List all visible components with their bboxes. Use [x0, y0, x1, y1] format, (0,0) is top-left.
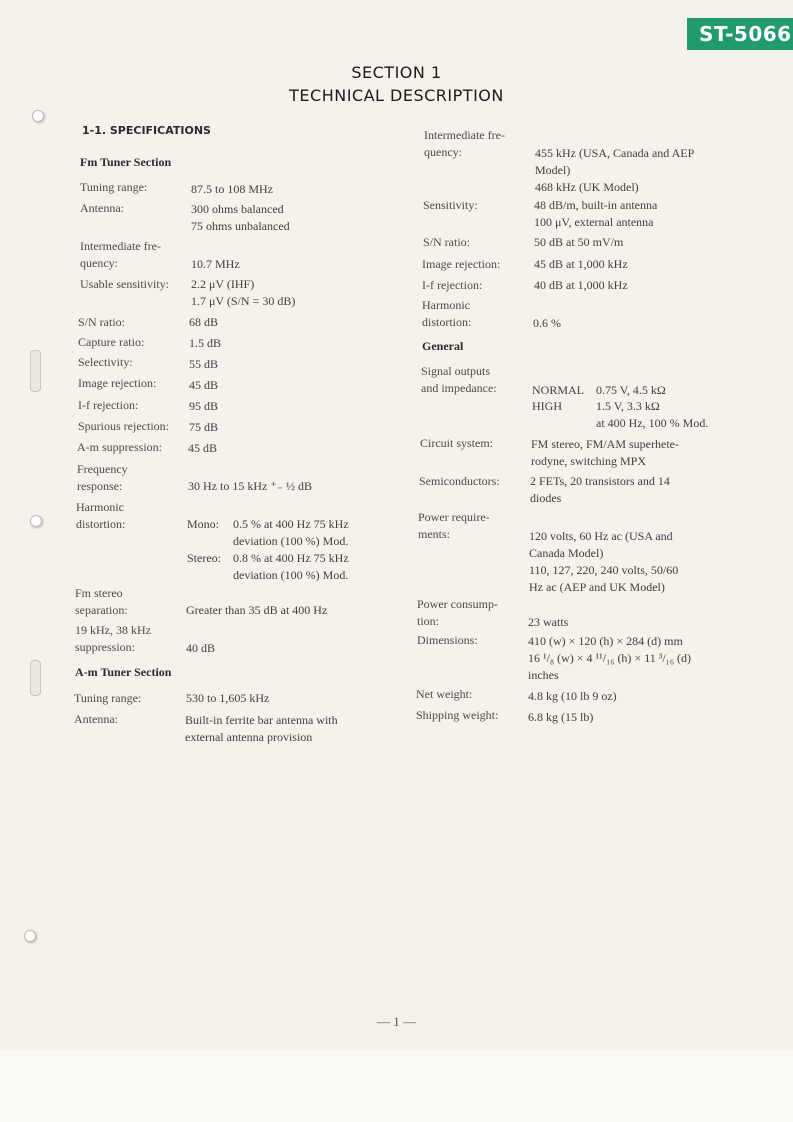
spec-value: 40 dB: [186, 641, 216, 655]
punch-hole: [32, 110, 44, 122]
section-number: SECTION 1: [351, 63, 442, 82]
page-number: — 1 —: [377, 1014, 416, 1029]
spec-label: Antenna:: [74, 712, 118, 726]
section-title: TECHNICAL DESCRIPTION: [289, 86, 504, 105]
spec-label: Tuning range:: [80, 180, 148, 194]
spec-label: Fm stereo separation:: [75, 586, 128, 617]
spec-label: I-f rejection:: [78, 398, 139, 412]
spec-value: 50 dB at 50 mV/m: [534, 235, 624, 249]
spec-label: Image rejection:: [422, 257, 501, 271]
page-bottom-margin: [0, 1050, 793, 1122]
spec-value: FM stereo, FM/AM superhete- rodyne, switching MPX: [531, 437, 679, 468]
spec-label: Semiconductors:: [419, 474, 500, 488]
spec-sublabel: Stereo:: [187, 551, 221, 565]
spec-label: Harmonic distortion:: [76, 500, 126, 531]
spec-value: 95 dB: [189, 399, 219, 413]
spec-value: 87.5 to 108 MHz: [191, 182, 273, 196]
binder-mark: [30, 350, 41, 392]
spec-value: 1.5 V, 3.3 kΩ at 400 Hz, 100 % Mod.: [596, 399, 709, 430]
model-number-tab: ST-5066: [687, 18, 793, 50]
spec-value: 6.8 kg (15 lb): [528, 710, 594, 724]
spec-sublabel: Mono:: [187, 517, 220, 531]
spec-value: 0.6 %: [533, 316, 561, 330]
spec-value: 4.8 kg (10 lb 9 oz): [528, 689, 617, 703]
spec-value: 455 kHz (USA, Canada and AEP Model) 468 kHz (UK Model): [535, 146, 695, 194]
spec-sublabel: NORMAL: [532, 383, 585, 397]
spec-label: I-f rejection:: [422, 278, 483, 292]
spec-value: 530 to 1,605 kHz: [186, 691, 270, 705]
spec-value: 300 ohms balanced 75 ohms unbalanced: [191, 202, 290, 233]
spec-label: Harmonic distortion:: [422, 298, 472, 329]
spec-value: 2 FETs, 20 transistors and 14 diodes: [530, 474, 670, 505]
spec-value: 45 dB: [188, 441, 218, 455]
spec-label: 19 kHz, 38 kHz suppression:: [75, 623, 151, 654]
spec-value: 0.8 % at 400 Hz 75 kHz deviation (100 %) Mod.: [233, 551, 349, 582]
fm-section-heading: Fm Tuner Section: [80, 155, 172, 169]
spec-value: 55 dB: [189, 357, 219, 371]
spec-value: 1.5 dB: [189, 336, 222, 350]
spec-value: 40 dB at 1,000 kHz: [534, 278, 628, 292]
spec-value: 23 watts: [528, 615, 569, 629]
spec-value: 410 (w) × 120 (h) × 284 (d) mm 16 ¹/₈ (w) × 4 ¹¹/₁₆ (h) × 11 ³/₁₆ (d) inches: [528, 634, 692, 682]
spec-value: 45 dB: [189, 378, 219, 392]
spec-label: Shipping weight:: [416, 708, 499, 722]
spec-label: Power consump- tion:: [417, 597, 498, 628]
spec-value: Built-in ferrite bar antenna with external antenna provision: [185, 713, 338, 744]
spec-value: 10.7 MHz: [191, 257, 240, 271]
spec-value: 2.2 μV (IHF) 1.7 μV (S/N = 30 dB): [191, 277, 296, 308]
spec-label: S/N ratio:: [78, 315, 125, 329]
spec-label: Sensitivity:: [423, 198, 478, 212]
spec-label: Image rejection:: [78, 376, 157, 390]
spec-label: Intermediate fre- quency:: [80, 239, 161, 270]
am-section-heading: A-m Tuner Section: [75, 665, 172, 679]
spec-label: Antenna:: [80, 201, 124, 215]
spec-value: Greater than 35 dB at 400 Hz: [186, 603, 328, 617]
spec-value: 45 dB at 1,000 kHz: [534, 257, 628, 271]
spec-label: Selectivity:: [78, 355, 133, 369]
spec-value: 120 volts, 60 Hz ac (USA and Canada Model) 110, 127, 220, 240 volts, 50/60 Hz ac (AEP and UK Model): [529, 529, 679, 594]
spec-label: Capture ratio:: [78, 335, 145, 349]
spec-value: 48 dB/m, built-in antenna 100 μV, external antenna: [534, 198, 658, 229]
spec-label: Power require- ments:: [418, 510, 490, 541]
spec-label: Intermediate fre- quency:: [424, 128, 505, 159]
spec-value: 68 dB: [189, 315, 219, 329]
specifications-title: 1-1. SPECIFICATIONS: [82, 124, 211, 137]
spec-value: 0.5 % at 400 Hz 75 kHz deviation (100 %) Mod.: [233, 517, 349, 548]
spec-label: Frequency response:: [77, 462, 128, 493]
spec-value: 30 Hz to 15 kHz ⁺₋ ½ dB: [188, 479, 312, 493]
spec-sublabel: HIGH: [532, 399, 562, 413]
spec-label: Circuit system:: [420, 436, 493, 450]
spec-label: Signal outputs and impedance:: [421, 364, 497, 395]
spec-label: Dimensions:: [417, 633, 478, 647]
punch-hole: [24, 930, 36, 942]
spec-label: A-m suppression:: [77, 440, 162, 454]
spec-value: 0.75 V, 4.5 kΩ: [596, 383, 666, 397]
spec-value: 75 dB: [189, 420, 219, 434]
punch-hole: [30, 515, 42, 527]
spec-label: Tuning range:: [74, 691, 142, 705]
spec-label: Net weight:: [416, 687, 473, 701]
spec-label: Spurious rejection:: [78, 419, 169, 433]
general-section-heading: General: [422, 339, 464, 353]
spec-label: S/N ratio:: [423, 235, 470, 249]
binder-mark: [30, 660, 41, 696]
spec-label: Usable sensitivity:: [80, 277, 169, 291]
